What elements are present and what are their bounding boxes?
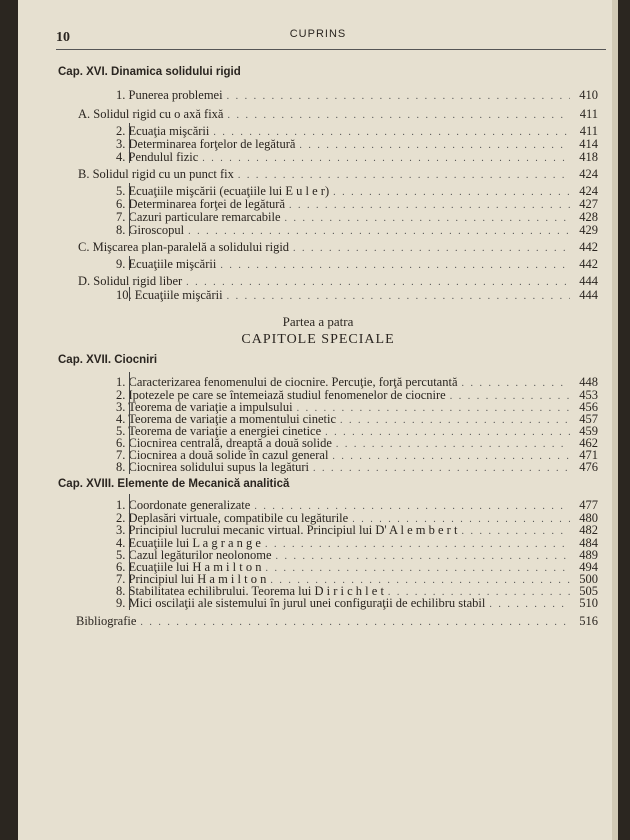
toc-entry[interactable]: 2. Ipotezele pe care se întemeiază studiul fenomenelor de ciocnire . . . 453 xyxy=(116,388,598,403)
toc-entry[interactable]: 4. Pendulul fizic . . . 418 xyxy=(116,150,598,165)
chapter-xviii-title: Cap. XVIII. Elemente de Mecanică analitică xyxy=(58,478,290,490)
toc-entry[interactable]: 6. Ecuaţiile lui H a m i l t o n . . . 494 xyxy=(116,560,598,575)
toc-entry[interactable]: 7. Principiul lui H a m i l t o n . . . 500 xyxy=(116,572,598,587)
toc-section[interactable]: D. Solidul rigid liber . . . 444 xyxy=(78,274,598,289)
toc-entry[interactable]: 5. Cazul legăturilor neolonome . . . 489 xyxy=(116,548,598,563)
toc-entry[interactable]: 4. Ecuaţiile lui L a g r a n g e . . . 484 xyxy=(116,536,598,551)
toc-entry[interactable]: 9. Mici oscilaţii ale sistemului în jurul unei configuraţii de echilibru stabil . . . 510 xyxy=(116,596,598,611)
toc-entry[interactable]: 3. Principiul lucrului mecanic virtual. Principiul lui D' A l e m b e r t . . . 482 xyxy=(116,523,598,538)
group-bracket-b xyxy=(129,183,130,236)
toc-entry[interactable]: 3. Teorema de variaţie a impulsului . . . 456 xyxy=(116,400,598,415)
toc-entry[interactable]: 1. Caracterizarea fenomenului de ciocnire. Percuţie, forţă percutantă . . . 448 xyxy=(116,375,598,390)
toc-section[interactable]: A. Solidul rigid cu o axă fixă . . . 411 xyxy=(78,107,598,122)
group-bracket-a xyxy=(129,123,130,163)
toc-entry[interactable]: 8. Stabilitatea echilibrului. Teorema lui D i r i c h l e t . . . 505 xyxy=(116,584,598,599)
toc-entry[interactable]: 10. Ecuaţiile mişcării . . . 444 xyxy=(116,288,598,303)
toc-entry[interactable]: 9. Ecuaţiile mişcării . . . 442 xyxy=(116,257,598,272)
group-bracket-d xyxy=(129,287,130,301)
toc-entry[interactable]: 6. Ciocnirea centrală, dreaptă a două solide . . . 462 xyxy=(116,436,598,451)
group-bracket-xviii xyxy=(129,494,130,610)
toc-entry[interactable]: 2. Ecuaţia mişcării . . . 411 xyxy=(116,124,598,139)
running-header: CUPRINS xyxy=(289,28,347,40)
toc-entry[interactable]: 5. Teorema de variaţie a energiei cinetice . . . 459 xyxy=(116,424,598,439)
group-bracket-c xyxy=(129,256,130,270)
part-title: CAPITOLE SPECIALE xyxy=(241,332,395,347)
toc-section[interactable]: C. Mişcarea plan-paralelă a solidului rigid . . . 442 xyxy=(78,240,598,255)
page-edge xyxy=(612,0,618,840)
chapter-xvi-title: Cap. XVI. Dinamica solidului rigid xyxy=(58,66,241,78)
toc-entry[interactable]: 8. Ciocnirea solidului supus la legături . . . 476 xyxy=(116,460,598,475)
toc-bibliography[interactable]: Bibliografie . . . 516 xyxy=(76,614,598,629)
toc-entry[interactable]: 4. Teorema de variaţie a momentului cinetic . . . 457 xyxy=(116,412,598,427)
toc-entry[interactable]: 6. Determinarea forţei de legătură . . . 427 xyxy=(116,197,598,212)
chapter-xvii-title: Cap. XVII. Ciocniri xyxy=(58,354,158,366)
toc-entry[interactable]: 7. Ciocnirea a două solide în cazul general . . . 471 xyxy=(116,448,598,463)
toc-entry[interactable]: 2. Deplasări virtuale, compatibile cu legăturile . . . 480 xyxy=(116,511,598,526)
part-label: Partea a patra xyxy=(282,314,354,329)
toc-entry[interactable]: 1. Coordonate generalizate . . . 477 xyxy=(116,498,598,513)
book-page xyxy=(18,0,618,840)
toc-entry[interactable]: 8. Giroscopul . . . 429 xyxy=(116,223,598,238)
toc-entry[interactable]: 3. Determinarea forţelor de legătură . . . 414 xyxy=(116,137,598,152)
toc-entry[interactable]: 7. Cazuri particulare remarcabile . . . 428 xyxy=(116,210,598,225)
toc-entry[interactable]: 1. Punerea problemei . . . 410 xyxy=(116,88,598,103)
toc-section[interactable]: B. Solidul rigid cu un punct fix . . . 424 xyxy=(78,167,598,182)
page-number: 10 xyxy=(56,30,70,45)
header-rule xyxy=(56,49,606,50)
toc-entry[interactable]: 5. Ecuaţiile mişcării (ecuaţiile lui E u l e r) . . . 424 xyxy=(116,184,598,199)
group-bracket-xvii xyxy=(129,372,130,474)
